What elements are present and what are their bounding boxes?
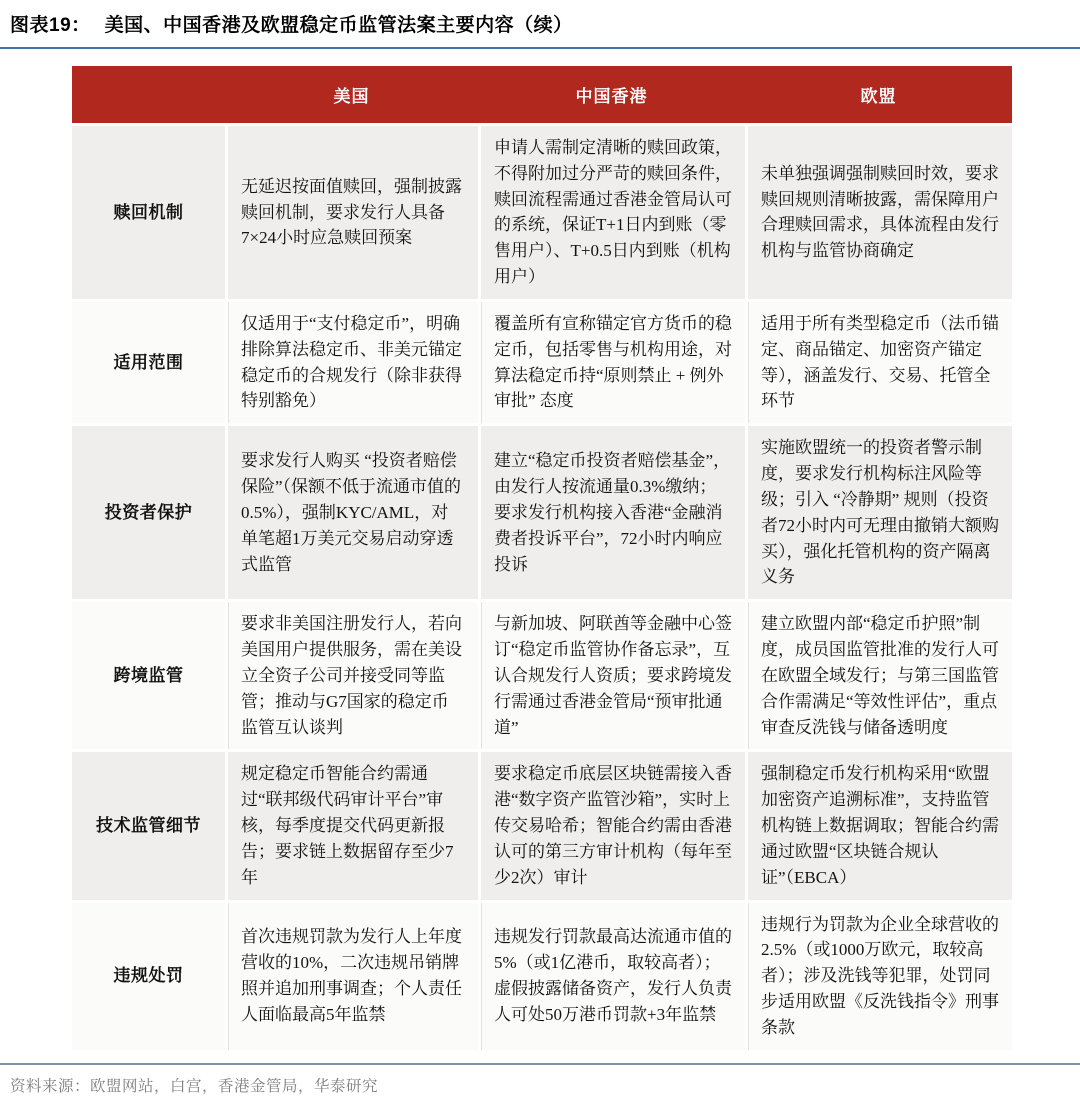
table-row-crossborder: [72, 599, 1012, 749]
table-row-tech-details: [72, 749, 1012, 899]
source-note-bar: [0, 1063, 1080, 1096]
source-note: 资料来源：欧盟网站，白宫，香港金管局，华泰研究: [10, 1077, 379, 1095]
cell-hk: 覆盖所有宣称锚定官方货币的稳定币，包括零售与机构用途，对算法稳定币持“原则禁止 + 例外审批” 态度: [478, 299, 745, 423]
header-cell-us: 美国: [225, 66, 478, 123]
cell-eu: 未单独强调强制赎回时效，要求赎回规则清晰披露，需保障用户合理赎回需求，具体流程由发行机构与监管协商确定: [745, 123, 1012, 299]
figure-title: [10, 10, 1068, 37]
cell-eu: 建立欧盟内部“稳定币护照”制度，成员国监管批准的发行人可在欧盟全域发行；与第三国监管合作需满足“等效性评估”，重点审查反洗钱与储备透明度: [745, 599, 1012, 749]
cell-us: 规定稳定币智能合约需通过“联邦级代码审计平台”审核，每季度提交代码更新报告；要求链上数据留存至少7年: [225, 749, 478, 899]
cell-eu: 强制稳定币发行机构采用“欧盟加密资产追溯标准”，支持监管机构链上数据调取；智能合约需通过欧盟“区块链合规认证”（EBCA）: [745, 749, 1012, 899]
row-label: 跨境监管: [72, 599, 225, 749]
cell-hk: 与新加坡、阿联酋等金融中心签订“稳定币监管协作备忘录”，互认合规发行人资质；要求跨境发行需通过香港金管局“预审批通道”: [478, 599, 745, 749]
header-cell-eu: 欧盟: [745, 66, 1012, 123]
cell-us: 要求发行人购买 “投资者赔偿保险”（保额不低于流通市值的0.5%），强制KYC/AML，对单笔超1万美元交易启动穿透式监管: [225, 423, 478, 599]
row-label: 投资者保护: [72, 423, 225, 599]
cell-hk: 要求稳定币底层区块链需接入香港“数字资产监管沙箱”，实时上传交易哈希；智能合约需由香港认可的第三方审计机构（每年至少2次）审计: [478, 749, 745, 899]
table-row-scope: [72, 299, 1012, 423]
cell-eu: 实施欧盟统一的投资者警示制度，要求发行机构标注风险等级；引入 “冷静期” 规则（投资者72小时内可无理由撤销大额购买），强化托管机构的资产隔离义务: [745, 423, 1012, 599]
cell-eu: 违规行为罚款为企业全球营收的2.5%（或1000万欧元，取较高者）；涉及洗钱等犯罪，处罚同步适用欧盟《反洗钱指令》刑事条款: [745, 900, 1012, 1050]
row-label: 技术监管细节: [72, 749, 225, 899]
cell-eu: 适用于所有类型稳定币（法币锚定、商品锚定、加密资产锚定等），涵盖发行、交易、托管全环节: [745, 299, 1012, 423]
table-row-investor-protection: [72, 423, 1012, 599]
table-body: [72, 123, 1012, 1050]
header-cell-hk: 中国香港: [478, 66, 745, 123]
cell-us: 无延迟按面值赎回，强制披露赎回机制，要求发行人具备7×24小时应急赎回预案: [225, 123, 478, 299]
cell-us: 仅适用于“支付稳定币”，明确排除算法稳定币、非美元锚定稳定币的合规发行（除非获得特别豁免）: [225, 299, 478, 423]
cell-hk: 申请人需制定清晰的赎回政策，不得附加过分严苛的赎回条件，赎回流程需通过香港金管局认可的系统，保证T+1日内到账（零售用户）、T+0.5日内到账（机构用户）: [478, 123, 745, 299]
figure-title-bar: [0, 6, 1080, 49]
cell-hk: 违规发行罚款最高达流通市值的5%（或1亿港币，取较高者）；虚假披露储备资产，发行人负责人可处50万港币罚款+3年监禁: [478, 900, 745, 1050]
figure-number: 图表19：: [10, 15, 91, 36]
regulation-comparison-table: [72, 66, 1012, 1050]
cell-us: 要求非美国注册发行人，若向美国用户提供服务，需在美设立全资子公司并接受同等监管；推动与G7国家的稳定币监管互认谈判: [225, 599, 478, 749]
cell-hk: 建立“稳定币投资者赔偿基金”，由发行人按流通量0.3%缴纳；要求发行机构接入香港“金融消费者投诉平台”，72小时内响应投诉: [478, 423, 745, 599]
cell-us: 首次违规罚款为发行人上年度营收的10%，二次违规吊销牌照并追加刑事调查；个人责任人面临最高5年监禁: [225, 900, 478, 1050]
row-label: 适用范围: [72, 299, 225, 423]
table-row-penalties: [72, 900, 1012, 1050]
row-label: 赎回机制: [72, 123, 225, 299]
table-header: [72, 66, 1012, 123]
table-row-redemption: [72, 123, 1012, 299]
figure-title-text: 美国、中国香港及欧盟稳定币监管法案主要内容（续）: [104, 15, 573, 36]
header-cell-blank: [72, 66, 225, 123]
header-row: [72, 66, 1012, 123]
table-container: [72, 66, 1010, 1050]
row-label: 违规处罚: [72, 900, 225, 1050]
